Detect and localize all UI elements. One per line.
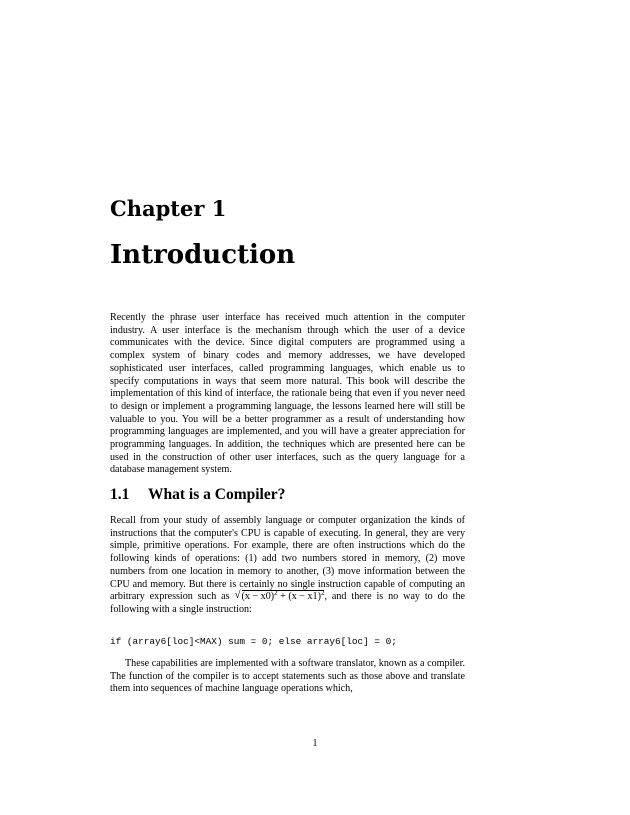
section-heading <box>110 486 285 504</box>
section-number: 1.1 <box>110 486 130 503</box>
chapter-title: Introduction <box>110 240 296 270</box>
math-term-1: (x − x0) <box>241 591 275 603</box>
chapter-label: Chapter 1 <box>110 196 227 221</box>
section-paragraph-2: These capabilities are implemented with a software translator, known as a compiler. The function of the compiler is to accept statements such as those above and translate them into sequences of machine language operations which, <box>110 658 465 695</box>
code-snippet: if (array6[loc]<MAX) sum = 0; else array6[loc] = 0; <box>110 636 397 647</box>
radical-sign-icon: √ <box>234 589 241 602</box>
math-exponent-2: 2 <box>320 589 325 598</box>
intro-paragraph: Recently the phrase user interface has received much attention in the computer industry. A user interface is the mechanism through which the user of a device communicates with the device. Since digital computers are programmed using a complex system of binary codes and memory addresses, we have developed sophisticated user interfaces, called programming languages, which enable us to specify computations in ways that seem more natural. This book will describe the implementation of this kind of interface, the rationale being that even if you never need to design or implement a programming language, the lessons learned here will still be valuable to you. You will be a better programmer as a result of understanding how programming languages are implemented, and you will have a greater appreciation for programming languages. In addition, the techniques which are presented here can be used in the construction of other user interfaces, such as the query language for a database management system. <box>110 312 465 476</box>
math-expression <box>235 591 325 602</box>
math-exponent-1: 2 <box>274 589 278 598</box>
radicand <box>242 590 325 602</box>
section-paragraph-1 <box>110 515 465 617</box>
paragraph-text-before-math: Recall from your study of assembly language or computer organization the kinds of instructions that the computer's CPU is capable of executing. In general, they are very simple, primitive operations. For example, there are often instructions which do the following kinds of operations: (1) add two numbers stored in memory, (2) move numbers from one location in memory to another, (3) move information between the CPU and memory. But there is certainly no single instruction capable of computing an arbitrary expression such as <box>110 515 465 603</box>
paragraph-text-after-math: , and there is no way to do the following with a single instruction: <box>110 591 465 615</box>
section-title: What is a Compiler? <box>148 486 286 503</box>
math-plus: + <box>277 591 289 603</box>
page-number: 1 <box>312 738 318 749</box>
square-root <box>235 591 325 604</box>
math-term-2: (x − x1) <box>288 591 321 603</box>
